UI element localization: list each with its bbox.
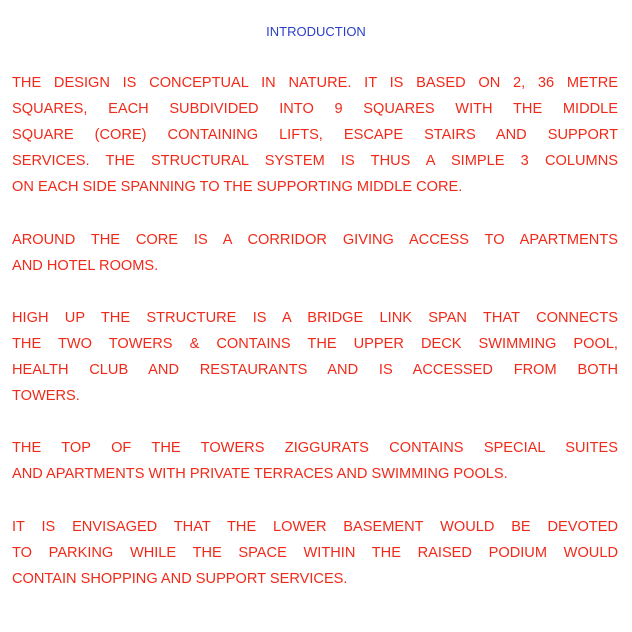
text-line: TO PARKING WHILE THE SPACE WITHIN THE RAISED PODIUM WOULD <box>12 545 618 561</box>
text-line: THE TWO TOWERS & CONTAINS THE UPPER DECK SWIMMING POOL, <box>12 336 618 352</box>
text-line: HEALTH CLUB AND RESTAURANTS AND IS ACCESSED FROM BOTH <box>12 362 618 378</box>
paragraph-core-corridor <box>12 227 618 279</box>
text-line: AND APARTMENTS WITH PRIVATE TERRACES AND SWIMMING POOLS. <box>12 466 508 482</box>
paragraph-bridge-link <box>12 305 618 409</box>
text-line: SQUARES, EACH SUBDIVIDED INTO 9 SQUARES WITH THE MIDDLE <box>12 101 618 117</box>
text-line: AND HOTEL ROOMS. <box>12 258 159 274</box>
text-line: SERVICES. THE STRUCTURAL SYSTEM IS THUS A SIMPLE 3 COLUMNS <box>12 153 618 169</box>
paragraph-design-concept <box>12 70 618 200</box>
text-line: AROUND THE CORE IS A CORRIDOR GIVING ACCESS TO APARTMENTS <box>12 232 618 248</box>
text-line: HIGH UP THE STRUCTURE IS A BRIDGE LINK SPAN THAT CONNECTS <box>12 310 618 326</box>
text-line: TOWERS. <box>12 388 80 404</box>
page-title: INTRODUCTION <box>266 24 366 39</box>
paragraph-basement-podium <box>12 514 618 592</box>
text-line: THE DESIGN IS CONCEPTUAL IN NATURE. IT IS BASED ON 2, 36 METRE <box>12 75 618 91</box>
paragraph-tower-ziggurats <box>12 435 618 487</box>
text-line: CONTAIN SHOPPING AND SUPPORT SERVICES. <box>12 571 348 587</box>
text-line: SQUARE (CORE) CONTAINING LIFTS, ESCAPE STAIRS AND SUPPORT <box>12 127 618 143</box>
text-line: IT IS ENVISAGED THAT THE LOWER BASEMENT WOULD BE DEVOTED <box>12 519 618 535</box>
text-line: THE TOP OF THE TOWERS ZIGGURATS CONTAINS SPECIAL SUITES <box>12 440 618 456</box>
text-line: ON EACH SIDE SPANNING TO THE SUPPORTING MIDDLE CORE. <box>12 179 463 195</box>
